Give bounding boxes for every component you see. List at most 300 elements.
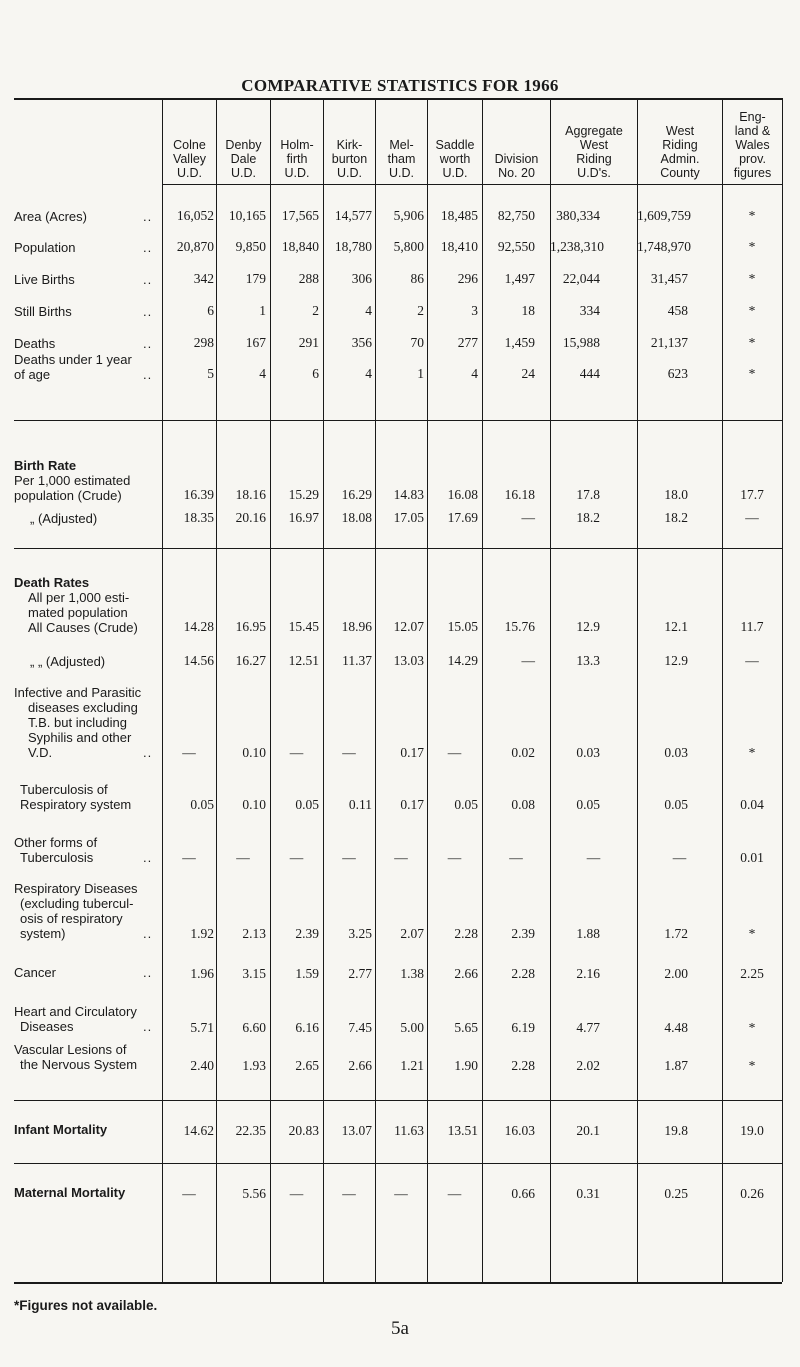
row-label-text: Population: [14, 240, 76, 255]
column-header-meltham: [376, 138, 427, 180]
table-cell: *: [748, 1058, 756, 1073]
table-cell: 15.45: [288, 619, 319, 634]
page-number: 5a: [391, 1318, 409, 1339]
table-cell: 16.97: [288, 510, 319, 525]
table-cell: —: [182, 745, 196, 760]
table-cell: 31,457: [650, 271, 688, 286]
table-cell: 1.96: [190, 966, 214, 981]
table-row: [0, 797, 800, 813]
table-cell: 20.1: [576, 1123, 600, 1138]
table-cell: 16.95: [235, 619, 266, 634]
table-cell: 2.66: [454, 966, 478, 981]
row-label-text: mated population: [28, 605, 128, 620]
table-cell: 2.66: [348, 1058, 372, 1073]
column-header-line: Division: [494, 152, 539, 166]
row-label-text: Per 1,000 estimated: [14, 473, 131, 488]
column-header-holmfirth: [271, 138, 323, 180]
table-cell: 0.11: [348, 797, 372, 812]
row-label-text: Birth Rate: [14, 458, 77, 473]
table-cell: 70: [410, 335, 424, 350]
table-cell: 20.16: [235, 510, 266, 525]
column-header-line: West: [665, 124, 695, 138]
table-row: [0, 271, 800, 287]
column-header-line: U.D.: [231, 166, 256, 180]
table-cell: 298: [193, 335, 214, 350]
table-cell: 1,609,759: [637, 208, 691, 223]
table-cell: 288: [298, 271, 319, 286]
row-label: [14, 576, 89, 590]
table-cell: 0.05: [454, 797, 478, 812]
row-label-text: T.B. but including: [28, 715, 128, 730]
table-cell: 0.08: [511, 797, 535, 812]
table-cell: 1: [417, 366, 424, 381]
table-cell: 12.07: [393, 619, 424, 634]
table-cell: *: [748, 271, 756, 286]
table-row: [0, 510, 800, 526]
table-cell: 16.03: [504, 1123, 535, 1138]
row-label-text: Cancer: [14, 965, 56, 980]
section-rule-maternal: [14, 1163, 782, 1164]
column-header-division-20: [483, 152, 550, 180]
leader-dots: ..: [143, 367, 153, 382]
column-header-saddleworth: [428, 138, 482, 180]
column-header-line: figures: [733, 166, 772, 180]
table-cell: 0.26: [740, 1186, 764, 1201]
table-cell: 1,497: [504, 271, 535, 286]
table-cell: 4.48: [664, 1020, 688, 1035]
leader-dots: ..: [143, 850, 153, 865]
table-cell: 18,780: [334, 239, 372, 254]
row-label-text: V.D.: [28, 745, 53, 760]
table-cell: 4.77: [576, 1020, 600, 1035]
table-cell: 13.03: [393, 653, 424, 668]
table-cell: —: [182, 1186, 196, 1201]
leader-dots: ..: [143, 926, 153, 941]
table-row: [0, 850, 800, 866]
table-cell: 1.59: [295, 966, 319, 981]
row-label-text: Deaths under 1 year: [14, 352, 132, 367]
column-header-line: U.D's.: [577, 166, 611, 180]
table-row: [0, 208, 800, 224]
table-cell: 2.39: [511, 926, 535, 941]
table-cell: 14,577: [334, 208, 372, 223]
table-cell: 2.39: [295, 926, 319, 941]
table-cell: 20,870: [176, 239, 214, 254]
column-header-line: County: [660, 166, 700, 180]
table-cell: 3.25: [348, 926, 372, 941]
table-cell: —: [182, 850, 196, 865]
table-cell: 306: [351, 271, 372, 286]
table-cell: 0.03: [664, 745, 688, 760]
row-label-text: „ (Adjusted): [30, 511, 98, 526]
leader-dots: ..: [143, 336, 153, 351]
row-label: [14, 459, 76, 473]
row-label-text: All per 1,000 esti-: [28, 590, 130, 605]
table-cell: 16.18: [504, 487, 535, 502]
table-cell: 458: [667, 303, 688, 318]
table-cell: 1.87: [664, 1058, 688, 1073]
table-cell: —: [236, 850, 250, 865]
leader-dots: ..: [143, 1019, 153, 1034]
footnote: *Figures not available.: [14, 1298, 158, 1313]
table-cell: 334: [579, 303, 600, 318]
table-cell: 1: [259, 303, 266, 318]
table-cell: 11.37: [342, 653, 372, 668]
table-cell: 1,748,970: [637, 239, 691, 254]
table-cell: 2.28: [454, 926, 478, 941]
table-cell: 0.03: [576, 745, 600, 760]
table-cell: 16,052: [176, 208, 214, 223]
column-header-line: Colne: [173, 138, 206, 152]
table-cell: 22,044: [562, 271, 600, 286]
table-cell: *: [748, 335, 756, 350]
table-row: [0, 619, 800, 635]
table-cell: 1.72: [664, 926, 688, 941]
table-cell: 14.83: [393, 487, 424, 502]
table-cell: 18,840: [281, 239, 319, 254]
column-header-line: U.D.: [337, 166, 362, 180]
table-cell: —: [586, 850, 601, 865]
table-cell: 22.35: [235, 1123, 266, 1138]
table-cell: 18.2: [664, 510, 688, 525]
column-header-line: Aggregate: [565, 124, 623, 138]
table-cell: 5,906: [393, 208, 424, 223]
table-cell: 2.00: [664, 966, 688, 981]
table-cell: *: [748, 208, 756, 223]
table-cell: 2.28: [511, 1058, 535, 1073]
table-row: [0, 303, 800, 319]
table-cell: —: [447, 1186, 462, 1201]
table-cell: 0.66: [511, 1186, 535, 1201]
column-header-denby-dale: [217, 138, 270, 180]
table-cell: 0.02: [511, 745, 535, 760]
table-cell: 18: [521, 303, 535, 318]
table-row: [0, 487, 800, 503]
row-label-text: Still Births: [14, 304, 72, 319]
row-label-text: Infant Mortality: [14, 1122, 108, 1137]
leader-dots: ..: [143, 240, 153, 255]
table-cell: 1.90: [454, 1058, 478, 1073]
table-cell: 2.07: [400, 926, 424, 941]
table-cell: 2.25: [740, 966, 764, 981]
row-label: [20, 897, 133, 911]
table-cell: 0.04: [740, 797, 764, 812]
table-cell: 5.65: [454, 1020, 478, 1035]
column-header-line: No. 20: [498, 166, 535, 180]
row-label-text: Tuberculosis: [20, 850, 94, 865]
column-header-line: Denby: [225, 138, 262, 152]
table-cell: 14.56: [183, 653, 214, 668]
row-label-text: Infective and Parasitic: [14, 685, 142, 700]
column-header-line: firth: [286, 152, 308, 166]
table-cell: —: [521, 653, 535, 668]
table-cell: 4: [365, 366, 372, 381]
table-cell: 3: [471, 303, 478, 318]
table-cell: 1,238,310: [550, 239, 604, 254]
row-label-text: population (Crude): [14, 488, 122, 503]
column-header-line: U.D.: [284, 166, 310, 180]
table-cell: —: [289, 1186, 304, 1201]
table-cell: 277: [457, 335, 478, 350]
table-cell: 18.2: [576, 510, 600, 525]
row-label-text: Tuberculosis of: [20, 782, 108, 797]
table-cell: 0.10: [242, 745, 266, 760]
table-cell: 18.08: [341, 510, 372, 525]
table-cell: 0.25: [664, 1186, 688, 1201]
row-label-text: diseases excluding: [28, 700, 138, 715]
column-header-line: Dale: [230, 152, 257, 166]
table-cell: 17.69: [447, 510, 478, 525]
column-header-line: prov.: [739, 152, 766, 166]
row-label: [14, 686, 141, 700]
table-cell: 2: [417, 303, 424, 318]
table-cell: 4: [471, 366, 478, 381]
table-cell: —: [289, 745, 304, 760]
table-cell: 5.00: [400, 1020, 424, 1035]
table-cell: —: [342, 850, 356, 865]
table-cell: 86: [410, 271, 424, 286]
table-cell: 18,485: [440, 208, 478, 223]
table-cell: 6.60: [242, 1020, 266, 1035]
column-header-line: U.D.: [442, 166, 468, 180]
table-cell: 1.93: [242, 1058, 266, 1073]
leader-dots: ..: [143, 209, 153, 224]
leader-dots: ..: [143, 304, 153, 319]
column-header-line: Eng-: [739, 110, 766, 124]
table-cell: 1.21: [400, 1058, 424, 1073]
column-header-colne-valley: [163, 138, 216, 180]
table-cell: 9,850: [235, 239, 266, 254]
row-label: [28, 701, 138, 715]
table-cell: 15.05: [447, 619, 478, 634]
table-cell: —: [342, 1186, 356, 1201]
row-label-text: Syphilis and other: [28, 730, 132, 745]
table-cell: —: [672, 850, 687, 865]
row-label-text: Deaths: [14, 336, 56, 351]
table-cell: 167: [245, 335, 266, 350]
table-row: [0, 1186, 800, 1202]
section-rule-infant: [14, 1100, 782, 1101]
table-cell: 5.56: [242, 1186, 266, 1201]
table-cell: *: [748, 1020, 756, 1035]
table-cell: *: [748, 745, 756, 760]
table-cell: —: [745, 510, 759, 525]
column-header-line: tham: [387, 152, 416, 166]
table-cell: 18.96: [341, 619, 372, 634]
table-cell: 0.05: [295, 797, 319, 812]
table-cell: 16.08: [447, 487, 478, 502]
table-cell: 18.0: [664, 487, 688, 502]
column-header-west-riding-admin: [638, 124, 722, 180]
row-label-text: Maternal Mortality: [14, 1185, 126, 1200]
row-label: [14, 474, 130, 488]
row-label: [28, 591, 129, 605]
row-label-text: Area (Acres): [14, 209, 87, 224]
table-cell: 2.13: [242, 926, 266, 941]
table-cell: 13.07: [341, 1123, 372, 1138]
table-cell: 12.51: [288, 653, 319, 668]
row-label-text: Live Births: [14, 272, 75, 287]
column-header-line: Riding: [576, 152, 612, 166]
column-header-line: Kirk-: [336, 138, 363, 152]
table-cell: *: [748, 366, 756, 381]
table-cell: 6.16: [295, 1020, 319, 1035]
table-cell: —: [745, 653, 759, 668]
row-label: [20, 912, 123, 926]
table-cell: 2.77: [348, 966, 372, 981]
row-label: [20, 783, 108, 797]
table-cell: 7.45: [348, 1020, 372, 1035]
row-label-text: Other forms of: [14, 835, 98, 850]
table-row: [0, 1020, 800, 1036]
table-cell: 19.0: [740, 1123, 764, 1138]
table-cell: *: [748, 239, 756, 254]
table-row: [0, 239, 800, 255]
table-cell: —: [289, 850, 304, 865]
table-cell: 5: [207, 366, 214, 381]
row-label: [28, 606, 128, 620]
table-cell: 0.17: [400, 797, 424, 812]
row-label-text: Respiratory Diseases: [14, 881, 138, 896]
column-header-line: Admin.: [660, 152, 700, 166]
table-cell: 2.16: [576, 966, 600, 981]
row-label: [28, 716, 127, 730]
column-header-line: Riding: [662, 138, 698, 152]
table-cell: —: [509, 850, 523, 865]
table-cell: 20.83: [288, 1123, 319, 1138]
row-label-text: Vascular Lesions of: [14, 1042, 127, 1057]
column-header-line: U.D.: [177, 166, 202, 180]
table-cell: 19.8: [664, 1123, 688, 1138]
table-cell: 13.51: [447, 1123, 478, 1138]
table-cell: 2.40: [190, 1058, 214, 1073]
table-cell: 1.92: [190, 926, 214, 941]
table-cell: 16.27: [235, 653, 266, 668]
table-row: [0, 653, 800, 669]
row-label-text: Death Rates: [14, 575, 90, 590]
column-header-line: Saddle: [435, 138, 475, 152]
row-label: [14, 353, 132, 367]
table-cell: 17.8: [576, 487, 600, 502]
column-header-england-wales: [723, 110, 782, 180]
table-cell: —: [447, 850, 462, 865]
table-cell: 11.63: [394, 1123, 424, 1138]
table-cell: 12.1: [664, 619, 688, 634]
table-cell: 2: [312, 303, 319, 318]
row-label-text: Diseases: [20, 1019, 74, 1034]
row-label-text: „ „ (Adjusted): [30, 654, 106, 669]
row-label-text: system): [20, 926, 66, 941]
column-header-line: West: [579, 138, 609, 152]
table-cell: 4: [259, 366, 266, 381]
table-cell: 92,550: [497, 239, 535, 254]
table-cell: 18,410: [440, 239, 478, 254]
table-cell: *: [748, 303, 756, 318]
table-cell: —: [394, 1186, 408, 1201]
table-cell: 13.3: [576, 653, 600, 668]
table-cell: 623: [667, 366, 688, 381]
table-row: [0, 335, 800, 351]
section-rule-death: [14, 548, 782, 549]
table-cell: 18.16: [235, 487, 266, 502]
table-cell: 1.88: [576, 926, 600, 941]
row-label-text: Heart and Circulatory: [14, 1004, 137, 1019]
row-label-text: the Nervous System: [20, 1057, 138, 1072]
row-label-text: All Causes (Crude): [28, 620, 138, 635]
table-cell: 12.9: [576, 619, 600, 634]
table-cell: 4: [365, 303, 372, 318]
table-cell: —: [521, 510, 535, 525]
row-label: [14, 882, 138, 896]
column-header-line: Mel-: [389, 138, 414, 152]
table-cell: 18.35: [183, 510, 214, 525]
table-row: [0, 926, 800, 942]
table-cell: *: [748, 926, 756, 941]
table-cell: 10,165: [228, 208, 266, 223]
table-cell: 0.05: [190, 797, 214, 812]
table-cell: —: [394, 850, 408, 865]
table-cell: 15,988: [562, 335, 600, 350]
table-row: [0, 966, 800, 982]
table-row: [0, 366, 800, 382]
row-label-text: of age: [14, 367, 51, 382]
row-label-text: (excluding tubercul-: [20, 896, 134, 911]
table-cell: 14.28: [183, 619, 214, 634]
table-cell: 2.28: [511, 966, 535, 981]
row-label: [14, 836, 97, 850]
table-cell: 0.05: [576, 797, 600, 812]
row-label-text: osis of respiratory: [20, 911, 123, 926]
table-cell: 3.15: [242, 966, 266, 981]
table-cell: 2.02: [576, 1058, 600, 1073]
table-cell: 296: [457, 271, 478, 286]
leader-dots: ..: [143, 272, 153, 287]
section-rule-birth: [14, 420, 782, 421]
table-cell: 16.39: [183, 487, 214, 502]
column-header-aggregate-west-riding: [551, 124, 637, 180]
column-header-line: land &: [734, 124, 771, 138]
table-cell: 444: [579, 366, 600, 381]
table-cell: 0.05: [664, 797, 688, 812]
table-cell: 342: [193, 271, 214, 286]
column-header-line: Holm-: [280, 138, 314, 152]
table-cell: 0.01: [740, 850, 764, 865]
page-title: COMPARATIVE STATISTICS FOR 1966: [241, 76, 559, 95]
table-cell: 14.29: [447, 653, 478, 668]
table-cell: 2.65: [295, 1058, 319, 1073]
table-cell: 356: [351, 335, 372, 350]
table-cell: 17,565: [281, 208, 319, 223]
row-label: [14, 1005, 137, 1019]
table-cell: 17.7: [740, 487, 764, 502]
table-row: [0, 1123, 800, 1139]
column-header-line: Valley: [172, 152, 207, 166]
table-cell: 6: [312, 366, 319, 381]
table-cell: 0.10: [242, 797, 266, 812]
table-cell: —: [342, 745, 356, 760]
column-header-line: U.D.: [389, 166, 414, 180]
row-label: [28, 731, 131, 745]
leader-dots: ..: [143, 965, 153, 980]
table-cell: 82,750: [497, 208, 535, 223]
table-cell: 291: [298, 335, 319, 350]
table-cell: —: [447, 745, 462, 760]
table-cell: 1,459: [504, 335, 535, 350]
table-cell: 0.17: [400, 745, 424, 760]
table-cell: 5,800: [393, 239, 424, 254]
table-cell: 6: [207, 303, 214, 318]
table-bottom-rule: [14, 1282, 782, 1284]
